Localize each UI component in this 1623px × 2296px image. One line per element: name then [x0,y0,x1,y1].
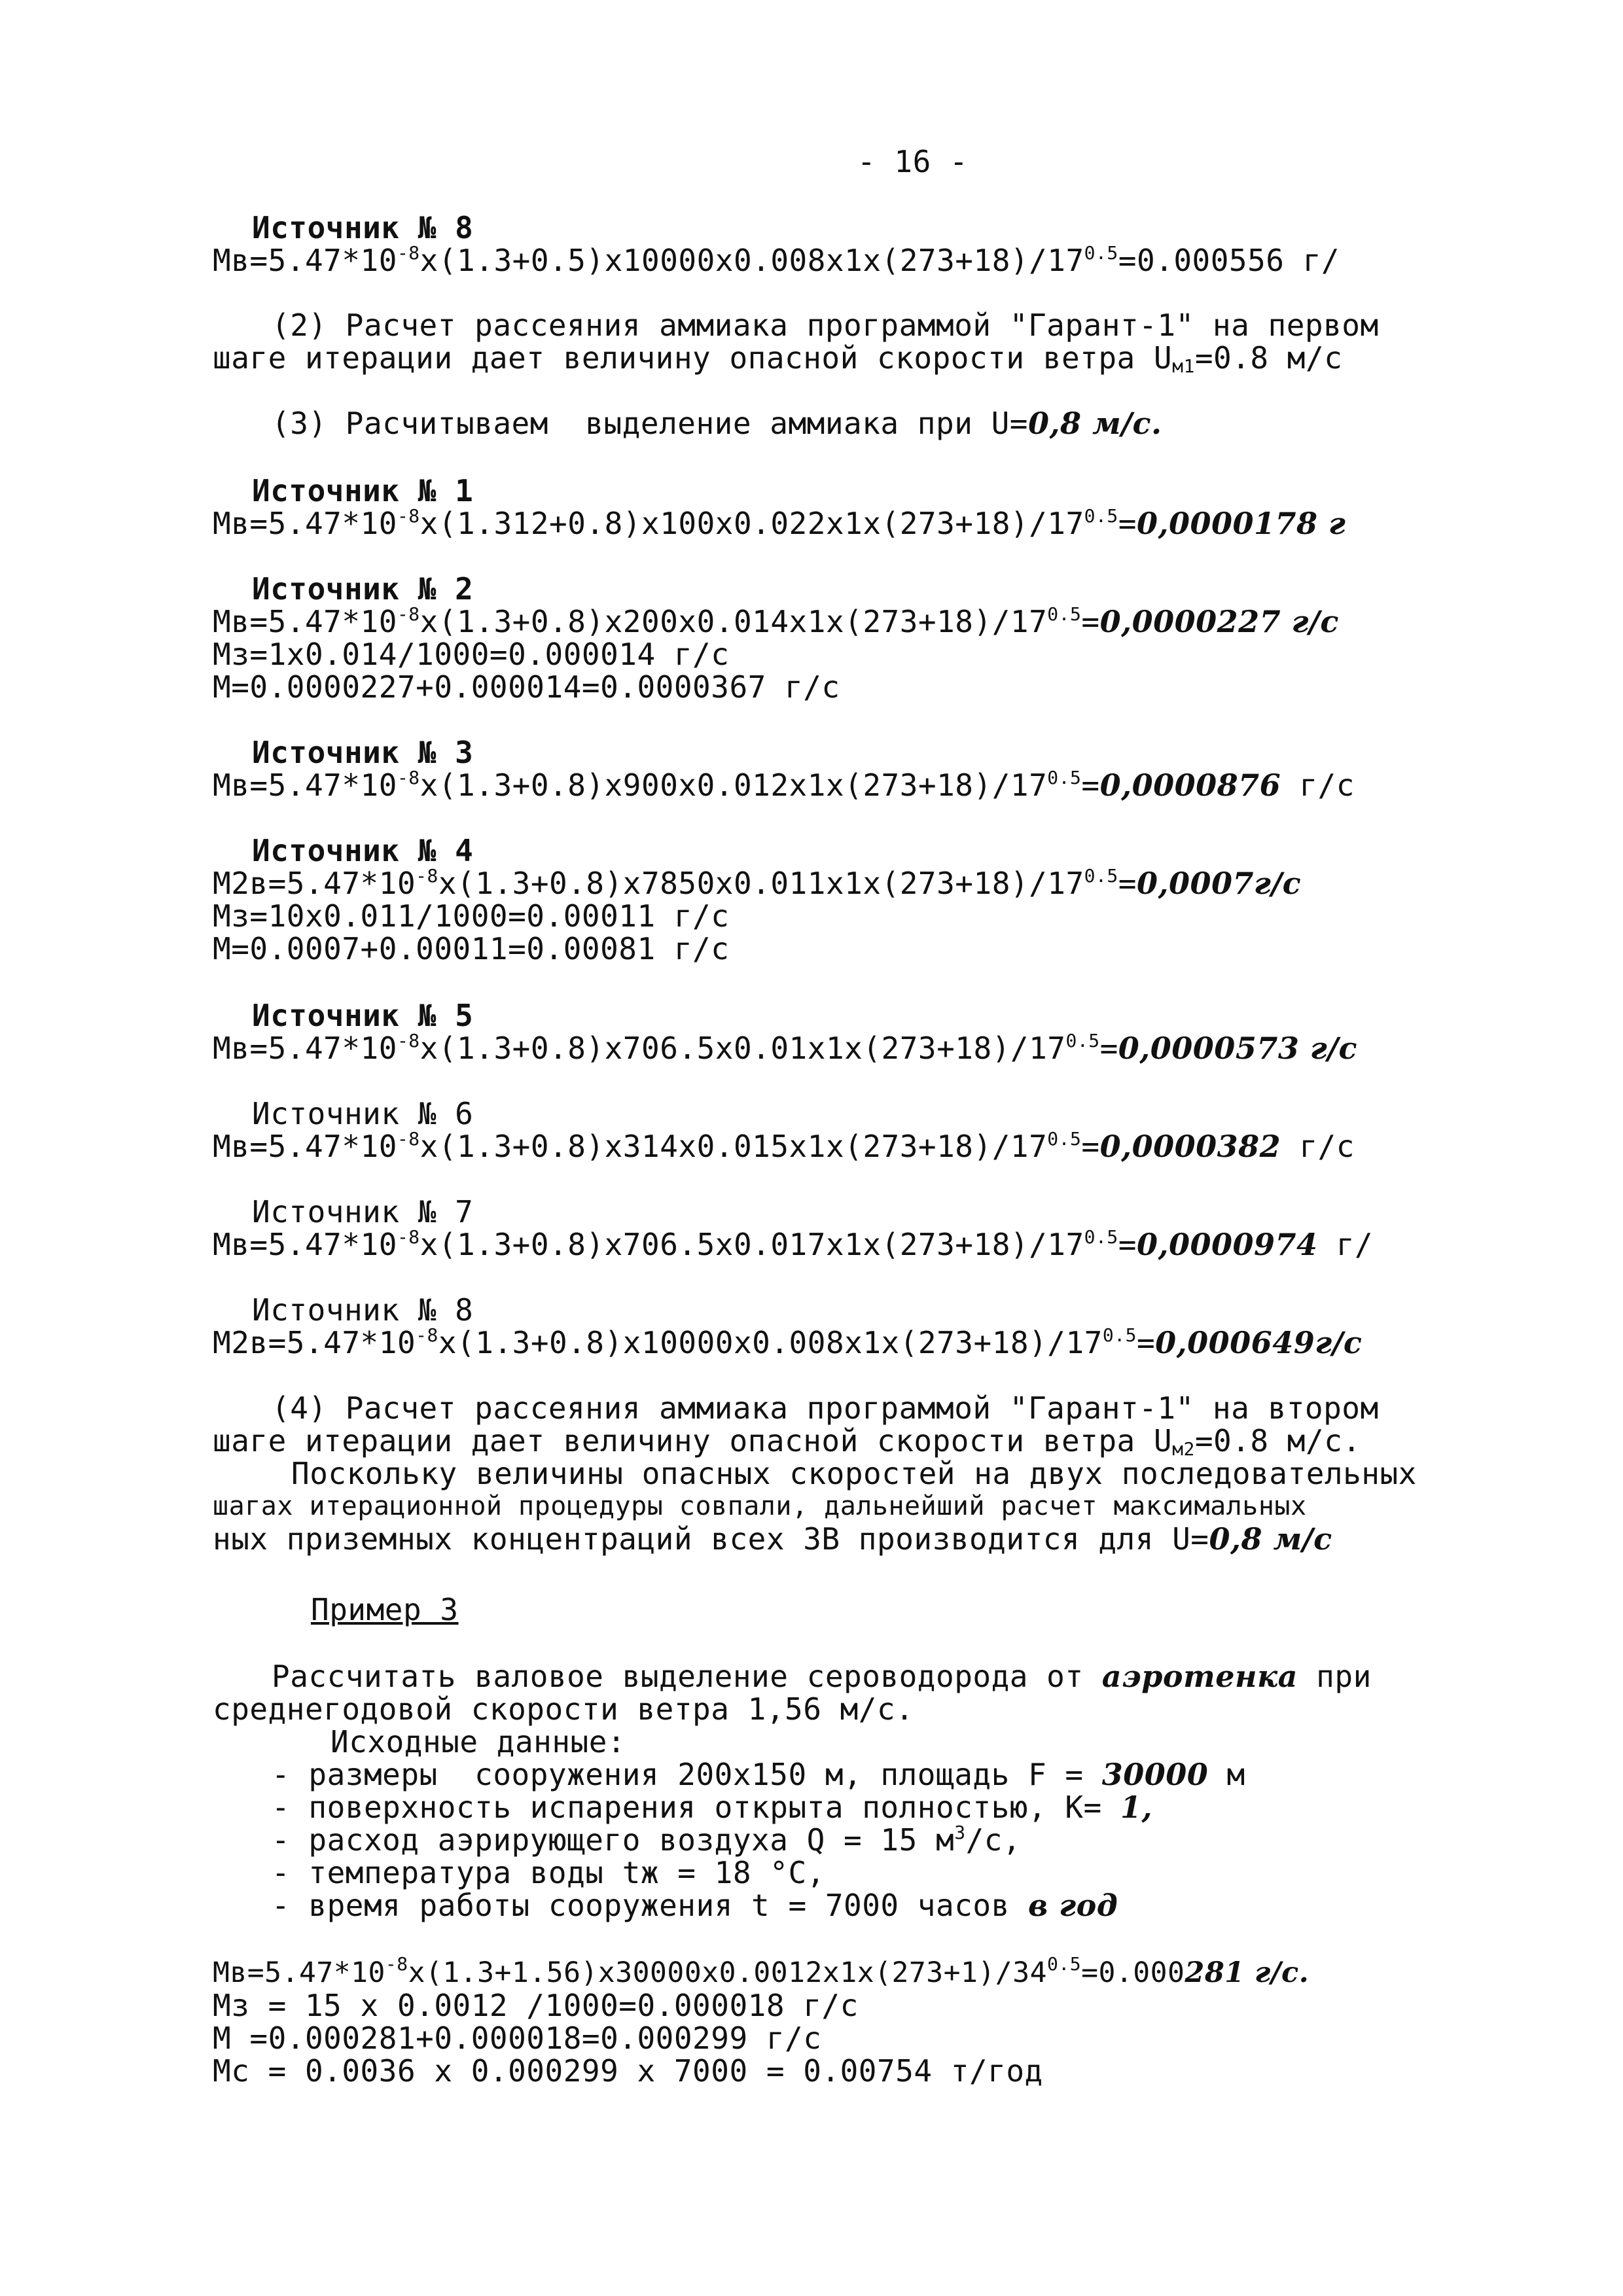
para-3: (3) Расчитываем выделение аммиака при U=0,8 м/с. [272,406,1162,441]
example-3-given: Исходные данные: [330,1724,626,1759]
example-3-item-5: - время работы сооружения t = 7000 часов в год [272,1888,1118,1923]
source-2-title: Источник № 2 [252,571,474,607]
example-3-formula-3: M =0.000281+0.000018=0.000299 г/с [213,2021,822,2056]
source-5-title: Источник № 5 [252,998,474,1033]
source-1-title: Источник № 1 [252,473,474,508]
para-4-line-1: (4) Расчет рассеяния аммиака программой "Гарант-1" на втором [272,1390,1379,1426]
source-6-title: Источник № 6 [252,1096,474,1131]
example-3-item-2: - поверхность испарения открыта полностью, K= 1, [272,1790,1152,1825]
source-3-formula: $Mв=5.47*10^{-8}x(1.3+0.8)x900x0.012x1x(273+18)/17^{0.5}=0,0000876$ г/с [213,767,1355,803]
example-3-formula-4: Mc = 0.0036 x 0.000299 x 7000 = 0.00754 т/год [213,2053,1043,2089]
para-2-line-2: шаге итерации дает величину опасной скорости ветра $U_{м1}=0.8$ м/с [213,340,1343,377]
example-3-intro-1: Рассчитать валовое выделение сероводорода от аэротенка при [272,1659,1372,1694]
example-3-item-4: - температура воды tж = 18 °С, [272,1855,825,1890]
para-4-line-5: ных приземных концентраций всех ЗВ производится для U=0,8 м/с [213,1521,1332,1557]
para-4-line-3: Поскольку величины опасных скоростей на двух последовательных [291,1456,1417,1491]
example-3-intro-2: среднегодовой скорости ветра 1,56 м/с. [213,1691,914,1727]
example-3-formula-1: $Mв=5.47*10^{-8}x(1.3+1.56)x30000x0.0012x1x(273+1)/34^{0.5}=0.000281$ г/с. [213,1953,1310,1989]
source-8b-title: Источник № 8 [252,1292,474,1328]
source-1-formula: $Mв=5.47*10^{-8}x(1.312+0.8)x100x0.022x1x(273+18)/17^{0.5}=0,0000178$ г [213,505,1346,541]
source-8a-title: Источник № 8 [252,210,474,245]
source-7-formula: $Mв=5.47*10^{-8}x(1.3+0.8)x706.5x0.017x1x(273+18)/17^{0.5}=0,0000974$ г/ [213,1226,1374,1262]
source-3-title: Источник № 3 [252,735,474,770]
source-5-formula: $Mв=5.47*10^{-8}x(1.3+0.8)x706.5x0.01x1x(273+18)/17^{0.5}=0,0000573$ г/с [213,1030,1358,1066]
page-number: - 16 - [857,144,969,179]
para-4-line-2: шаге итерации дает величину опасной скорости ветра $U_{м2}=0.8$ м/с. [213,1423,1361,1460]
para-4-line-4: шагах итерационной процедуры совпали, дальнейший расчет максимальных [213,1491,1307,1521]
source-2-formula: $Mв=5.47*10^{-8}x(1.3+0.8)x200x0.014x1x(273+18)/17^{0.5}=0,0000227$ г/с [213,603,1339,639]
example-3-heading: Пример 3 [311,1592,459,1627]
source-2-line-3: M=0.0000227+0.000014=0.0000367 г/с [213,669,840,705]
source-8a-formula: $Mв=5.47*10^{-8}x(1.3+0.5)x10000x0.008x1x(273+18)/17^{0.5}=0.000556$ г/ [213,242,1340,278]
source-4-title: Источник № 4 [252,833,474,868]
source-2-line-2: Mз=1x0.014/1000=0.000014 г/с [213,637,730,672]
example-3-item-1: - размеры сооружения 200x150 м, площадь F = 30000 м [272,1757,1245,1792]
source-4-line-2: Mз=10x0.011/1000=0.00011 г/с [213,898,730,934]
source-8b-formula: $M2в=5.47*10^{-8}x(1.3+0.8)x10000x0.008x1x(273+18)/17^{0.5}=0,000649г/с$ [213,1324,1363,1360]
source-4-line-3: M=0.0007+0.00011=0.00081 г/с [213,931,730,966]
source-7-title: Источник № 7 [252,1194,474,1229]
source-4-formula: $M2в=5.47*10^{-8}x(1.3+0.8)x7850x0.011x1x(273+18)/17^{0.5}=0,0007г/с$ [213,865,1302,901]
example-3-formula-2: Mз = 15 x 0.0012 /1000=0.000018 г/с [213,1988,859,2023]
para-2-line-1: (2) Расчет рассеяния аммиака программой "Гарант-1" на первом [272,308,1379,343]
source-6-formula: $Mв=5.47*10^{-8}x(1.3+0.8)x314x0.015x1x(273+18)/17^{0.5}=0,0000382$ г/с [213,1128,1355,1164]
example-3-item-3: - расход аэрирующего воздуха Q = 15 $м^3/с$, [272,1822,1022,1858]
